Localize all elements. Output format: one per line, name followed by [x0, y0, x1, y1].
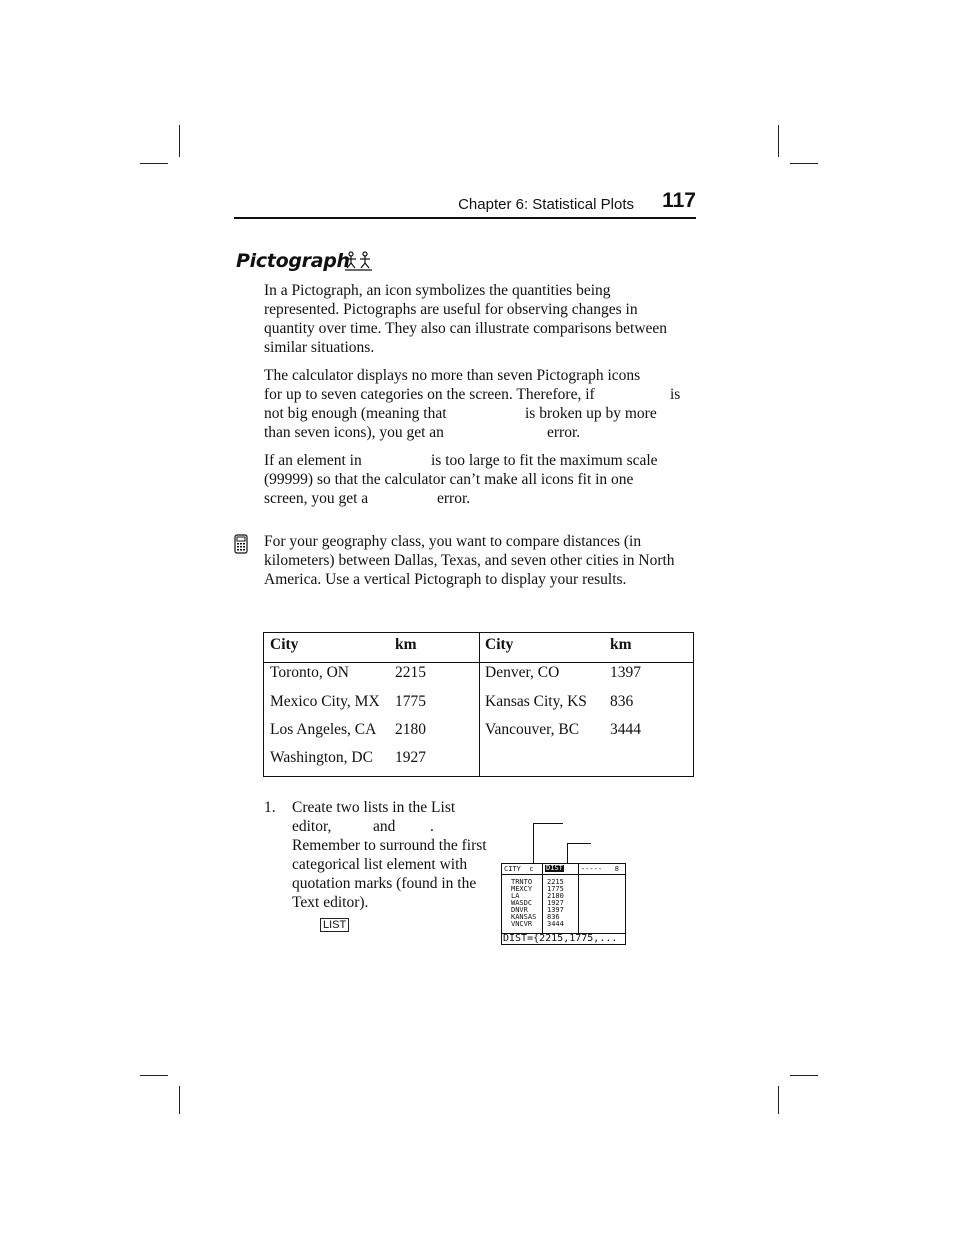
screen-entry-line: DIST={2215,1775,... — [503, 933, 618, 944]
step-text: and — [373, 818, 396, 835]
page-number: 117 — [662, 189, 696, 212]
page-header — [234, 190, 696, 219]
chapter-title: Chapter 6: Statistical Plots — [458, 196, 634, 213]
screen-cell: DNVR — [511, 906, 528, 914]
section-title: Pictograph — [236, 250, 350, 272]
table-cell: 2180 — [395, 721, 426, 738]
screen-cell: KANSAS — [511, 913, 537, 921]
screen-cell: VNCVR — [511, 920, 533, 928]
callout-line — [567, 843, 568, 863]
table-cell: 3444 — [610, 721, 641, 738]
distance-table — [263, 632, 694, 777]
table-cell: 1775 — [395, 693, 426, 710]
crop-mark — [778, 1086, 779, 1114]
crop-mark — [179, 125, 180, 157]
crop-mark — [140, 1075, 168, 1076]
table-cell: Denver, CO — [485, 664, 560, 681]
step-number: 1. — [264, 799, 276, 816]
crop-mark — [778, 125, 779, 157]
list-key: LIST — [320, 918, 349, 932]
table-cell: Washington, DC — [270, 749, 373, 766]
table-cell: Vancouver, BC — [485, 721, 580, 738]
column-header: km — [610, 636, 632, 653]
column-header: City — [485, 636, 514, 653]
crop-mark — [179, 1086, 180, 1114]
screen-cell: 2180 — [547, 892, 564, 900]
screen-col-header: DIST — [546, 864, 563, 872]
screen-cell: 1927 — [547, 899, 564, 907]
paragraph-line: not big enough (meaning that — [264, 405, 447, 422]
paragraph-line: If an element in — [264, 452, 362, 469]
table-cell: Mexico City, MX — [270, 693, 380, 710]
table-cell: 1927 — [395, 749, 426, 766]
crop-mark — [140, 163, 168, 164]
paragraph-line: is broken up by more — [525, 405, 657, 422]
screen-cell: 1397 — [547, 906, 564, 914]
paragraph-line: (99999) so that the calculator can’t make all icons fit in one — [264, 471, 634, 488]
step-text: editor, — [292, 818, 332, 835]
step-text: Create two lists in the List — [292, 799, 456, 816]
screen-cell: 836 — [547, 913, 560, 921]
paragraph-line: error. — [437, 490, 471, 507]
paragraph-line: error. — [547, 424, 581, 441]
paragraph-line: than seven icons), you get an — [264, 424, 444, 441]
table-cell: Los Angeles, CA — [270, 721, 377, 738]
screen-cell: WASDC — [511, 899, 533, 907]
step-text: . — [430, 818, 434, 835]
callout-line — [533, 823, 534, 863]
screen-cell: MEXCY — [511, 885, 533, 893]
screen-cell: 1775 — [547, 885, 564, 893]
paragraph-line: is — [670, 386, 681, 403]
calculator-screen — [501, 863, 626, 945]
table-cell: Toronto, ON — [270, 664, 349, 681]
step-text: Remember to surround the first categorical list element with quotation marks (found in the Text editor). — [292, 837, 487, 911]
crop-mark — [790, 1075, 818, 1076]
screen-cell: TRNTO — [511, 878, 533, 886]
calculator-icon — [234, 534, 248, 554]
screen-col-header: ----- 8 — [581, 865, 619, 873]
screen-col-header: CITY c — [504, 865, 534, 873]
table-cell: Kansas City, KS — [485, 693, 587, 710]
paragraph-line: for up to seven categories on the screen. Therefore, if — [264, 386, 595, 403]
paragraph-line: The calculator displays no more than seven Pictograph icons — [264, 367, 641, 384]
screen-cell: 3444 — [547, 920, 564, 928]
table-cell: 836 — [610, 693, 634, 710]
callout-line — [567, 843, 591, 844]
paragraph-line: screen, you get a — [264, 490, 369, 507]
column-header: City — [270, 636, 299, 653]
screen-cell: 2215 — [547, 878, 564, 886]
crop-mark — [790, 163, 818, 164]
pictograph-icon — [345, 251, 373, 271]
table-cell: 2215 — [395, 664, 426, 681]
table-cell: 1397 — [610, 664, 641, 681]
column-header: km — [395, 636, 417, 653]
screen-cell: LA — [511, 892, 520, 900]
intro-paragraph: In a Pictograph, an icon symbolizes the quantities being represented. Pictographs are useful for observing changes in quantity over time. They also can illustrate comparisons between similar situations. — [264, 282, 668, 356]
example-paragraph: For your geography class, you want to compare distances (in kilometers) between Dallas, Texas, and seven other cities in North America. Use a vertical Pictograph to display your results. — [264, 533, 675, 588]
callout-line — [533, 823, 563, 824]
paragraph-line: is too large to fit the maximum scale — [431, 452, 658, 469]
